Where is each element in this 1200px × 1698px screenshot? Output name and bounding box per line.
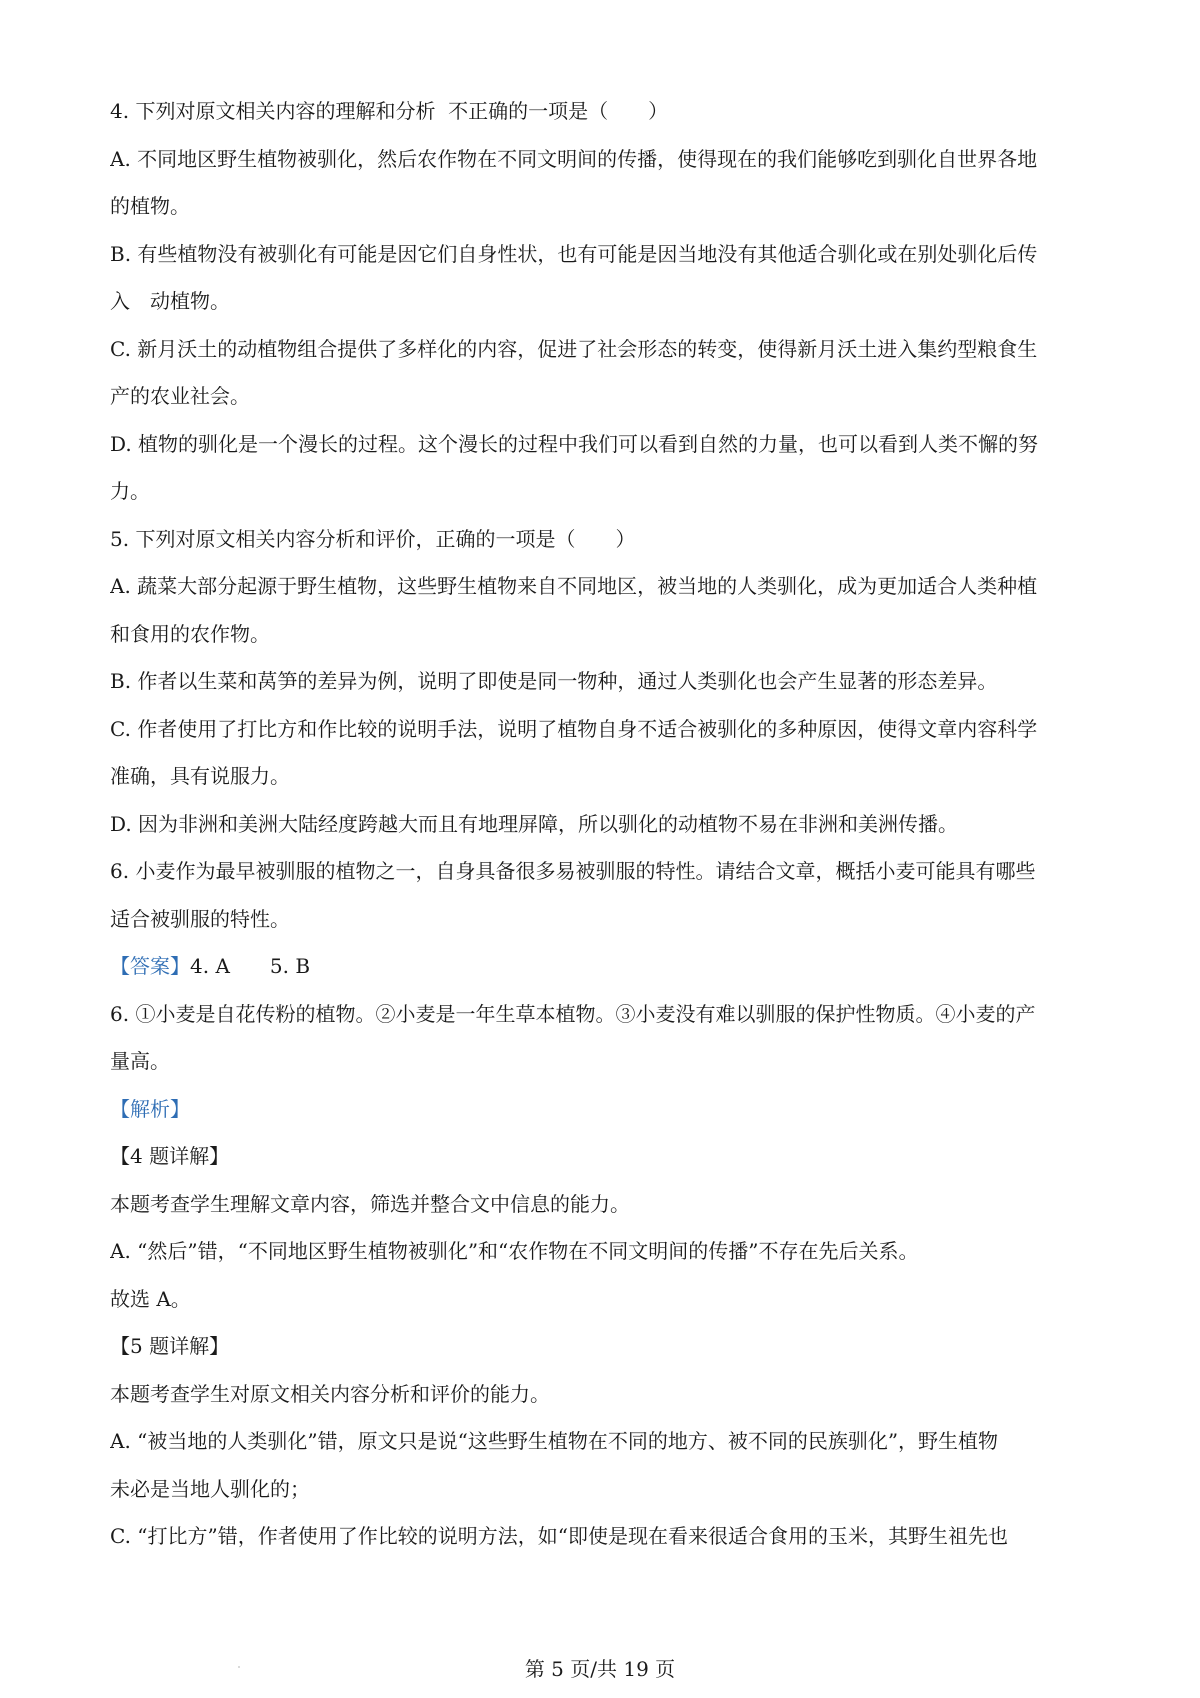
q6-stem: 6. 小麦作为最早被驯服的植物之一，自身具备很多易被驯服的特性。请结合文章，概括小麦可能具有哪些 xyxy=(110,859,1036,883)
q4-option-c: C. 新月沃土的动植物组合提供了多样化的内容，促进了社会形态的转变，使得新月沃土进入集约型粮食生 xyxy=(110,336,1038,361)
answer-text: 4. A 5. B xyxy=(190,954,311,978)
q5-option-d: D. 因为非洲和美洲大陆经度跨越大而且有地理屏障，所以驯化的动植物不易在非洲和美洲传播。 xyxy=(110,811,959,836)
q4-stem: 4. 下列对原文相关内容的理解和分析 不正确的一项是（ ） xyxy=(110,99,669,123)
answer-q6-cont: 量高。 xyxy=(110,1049,170,1073)
q5-detail-heading: 【5 题详解】 xyxy=(110,1334,230,1358)
q5-detail-line-2: A. “被当地的人类驯化”错，原文只是说“这些野生植物在不同的地方、被不同的民族驯化”，野生植物 xyxy=(110,1429,999,1453)
q4-detail-line-1: 本题考查学生理解文章内容，筛选并整合文中信息的能力。 xyxy=(110,1191,630,1216)
q4-option-d-cont: 力。 xyxy=(110,479,150,503)
q5-option-c-cont: 准确，具有说服力。 xyxy=(110,764,290,788)
q4-option-b-cont: 入 动植物。 xyxy=(110,289,230,313)
q4-detail-heading: 【4 题详解】 xyxy=(110,1144,230,1168)
answer-q6: 6. ①小麦是自花传粉的植物。②小麦是一年生草本植物。③小麦没有难以驯服的保护性物质。④小麦的产 xyxy=(110,1001,1036,1026)
q4-option-b: B. 有些植物没有被驯化有可能是因它们自身性状，也有可能是因当地没有其他适合驯化或在别处驯化后传 xyxy=(110,241,1038,266)
q5-option-c: C. 作者使用了打比方和作比较的说明手法，说明了植物自身不适合被驯化的多种原因，使得文章内容科学 xyxy=(110,716,1038,741)
q6-stem-cont: 适合被驯服的特性。 xyxy=(110,906,290,931)
q4-option-d: D. 植物的驯化是一个漫长的过程。这个漫长的过程中我们可以看到自然的力量，也可以看到人类不懈的努 xyxy=(110,431,1039,456)
q4-detail-line-3: 故选 A。 xyxy=(110,1286,191,1311)
q5-option-b: B. 作者以生菜和莴笋的差异为例，说明了即使是同一物种，通过人类驯化也会产生显著的形态差异。 xyxy=(110,669,998,693)
q4-option-a-cont: 的植物。 xyxy=(110,194,190,218)
answer-line xyxy=(110,943,1100,991)
page-footer: 第 5 页/共 19 页 xyxy=(524,1657,676,1681)
analysis-label: 【解析】 xyxy=(110,1096,190,1121)
q4-option-a: A. 不同地区野生植物被驯化，然后农作物在不同文明间的传播，使得现在的我们能够吃到驯化自世界各地 xyxy=(110,146,1038,171)
q5-detail-line-3: 未必是当地人驯化的； xyxy=(110,1476,310,1501)
q5-option-a-cont: 和食用的农作物。 xyxy=(110,621,270,646)
q5-option-a: A. 蔬菜大部分起源于野生植物，这些野生植物来自不同地区，被当地的人类驯化，成为更加适合人类种植 xyxy=(110,574,1038,598)
q5-stem: 5. 下列对原文相关内容分析和评价，正确的一项是（ ） xyxy=(110,526,636,551)
q4-detail-line-2: A. “然后”错，“不同地区野生植物被驯化”和“农作物在不同文明间的传播”不存在先后关系。 xyxy=(110,1239,919,1263)
answer-label: 【答案】 xyxy=(110,954,190,978)
document-body xyxy=(110,88,1100,1561)
q5-detail-line-1: 本题考查学生对原文相关内容分析和评价的能力。 xyxy=(110,1381,550,1406)
q4-option-c-cont: 产的农业社会。 xyxy=(110,384,250,408)
q5-detail-line-4: C. “打比方”错，作者使用了作比较的说明方法，如“即使是现在看来很适合食用的玉米，其野生祖先也 xyxy=(110,1524,1008,1548)
